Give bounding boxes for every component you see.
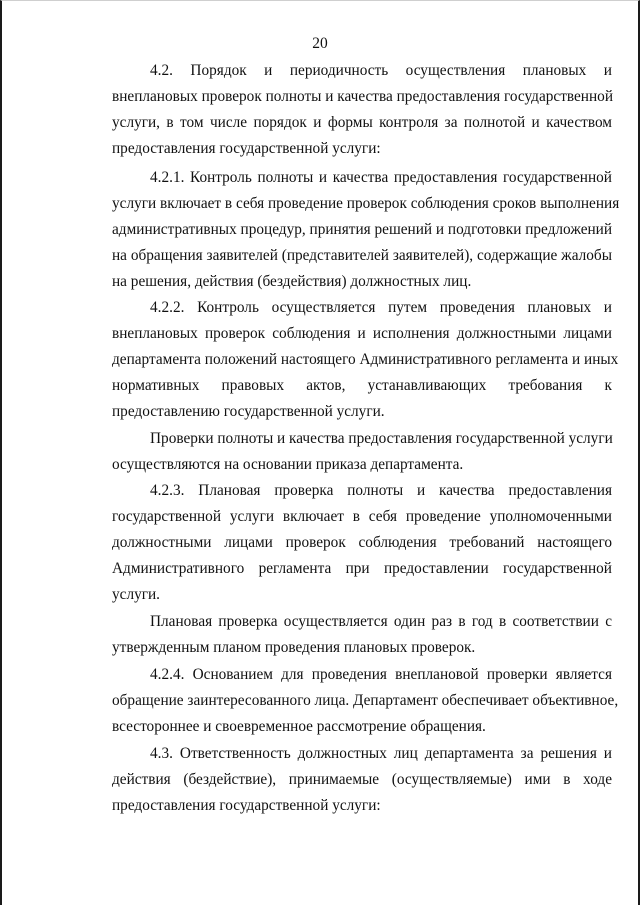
paragraph-4-2-2-line-4: нормативных правовых актов, устанавливающих требования к [112,377,612,394]
paragraph-4-2-1-line-5: на решения, действия (бездействия) должностных лиц. [112,273,472,290]
paragraph-4-2-line-4: предоставления государственной услуги: [112,140,381,157]
paragraph-4-2-2-line-3: департамента положений настоящего Административного регламента и иных [112,351,619,368]
paragraph-4-2-1-line-1: 4.2.1. Контроль полноты и качества предоставления государственной [150,169,612,186]
paragraph-4-2-1-line-4: на обращения заявителей (представителей заявителей), содержащие жалобы [112,247,612,264]
paragraph-4-2-2-line-2: внеплановых проверок соблюдения и исполнения должностными лицами [112,325,612,342]
paragraph-4-2-3-line-2: государственной услуги включает в себя проведение уполномоченными [112,508,612,525]
paragraph-4-2-2-line-1: 4.2.2. Контроль осуществляется путем проведения плановых и [150,299,612,316]
paragraph-4-2-1-line-2: услуги включает в себя проведение проверок соблюдения сроков выполнения [112,195,620,212]
paragraph-4-2-4-line-3: всестороннее и своевременное рассмотрение обращения. [112,718,486,735]
paragraph-4-3-line-3: предоставления государственной услуги: [112,797,381,814]
paragraph-4-2-2-line-5: предоставлению государственной услуги. [112,403,385,420]
paragraph-4-2-1-line-3: административных процедур, принятия решений и подготовки предложений [112,221,613,238]
paragraph-checks-line-2: осуществляются на основании приказа департамента. [112,456,464,473]
paragraph-4-2-3-line-4: Административного регламента при предоставлении государственной [112,560,612,577]
paragraph-checks-line-1: Проверки полноты и качества предоставления государственной услуги [150,430,613,447]
paragraph-4-2-line-3: услуги, в том числе порядок и формы контроля за полнотой и качеством [112,114,612,131]
page-number: 20 [312,35,328,52]
paragraph-4-2-line-1: 4.2. Порядок и периодичность осуществления плановых и [150,62,612,79]
paragraph-4-2-3-line-1: 4.2.3. Плановая проверка полноты и качества предоставления [150,482,612,499]
paragraph-4-2-3-line-5: услуги. [112,586,161,603]
paragraph-4-3-line-2: действия (бездействие), принимаемые (осуществляемые) ими в ходе [112,771,612,788]
paragraph-4-2-3-line-3: должностными лицами проверок соблюдения требований настоящего [112,534,612,551]
paragraph-planned-line-2: утвержденным планом проведения плановых проверок. [112,639,476,656]
paragraph-4-2-4-line-2: обращение заинтересованного лица. Департамент обеспечивает объективное, [112,692,619,709]
paragraph-4-3-line-1: 4.3. Ответственность должностных лиц департамента за решения и [150,745,612,762]
paragraph-4-2-4-line-1: 4.2.4. Основанием для проведения внеплановой проверки является [150,666,612,683]
paragraph-planned-line-1: Плановая проверка осуществляется один раз в год в соответствии с [150,613,612,630]
paragraph-4-2-line-2: внеплановых проверок полноты и качества предоставления государственной [112,88,614,105]
